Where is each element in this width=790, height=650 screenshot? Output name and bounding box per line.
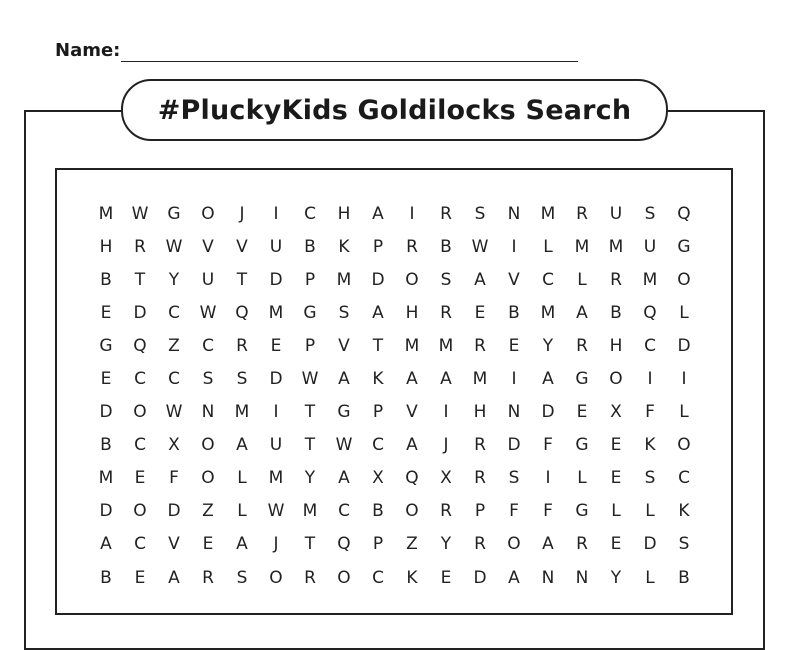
grid-letter[interactable]: Q	[133, 335, 147, 356]
grid-letter[interactable]: L	[577, 468, 587, 489]
grid-letter[interactable]: P	[474, 501, 486, 522]
grid-letter[interactable]: W	[199, 302, 217, 323]
grid-letter[interactable]: P	[304, 335, 316, 356]
grid-letter[interactable]: A	[372, 302, 384, 323]
grid-letter[interactable]: Y	[304, 468, 316, 489]
grid-letter[interactable]: A	[542, 369, 554, 390]
grid-row	[89, 429, 701, 462]
grid-letter[interactable]: A	[236, 435, 248, 456]
grid-letter[interactable]: L	[237, 468, 247, 489]
grid-letter[interactable]: A	[338, 369, 350, 390]
grid-letter[interactable]: O	[133, 402, 147, 423]
grid-letter[interactable]: D	[677, 335, 691, 356]
grid-letter[interactable]: U	[269, 435, 283, 456]
grid-letter[interactable]: B	[678, 567, 690, 588]
grid-letter[interactable]: A	[168, 567, 180, 588]
grid-letter[interactable]: R	[304, 567, 316, 588]
grid-letter[interactable]: N	[541, 567, 555, 588]
grid-letter[interactable]: O	[269, 567, 283, 588]
grid-letter[interactable]: I	[273, 203, 279, 224]
grid-letter[interactable]: A	[542, 534, 554, 555]
grid-letter[interactable]: U	[201, 269, 215, 290]
grid-letter[interactable]: T	[304, 402, 316, 423]
grid-letter[interactable]: O	[507, 534, 521, 555]
grid-letter[interactable]: I	[647, 369, 653, 390]
grid-row	[89, 561, 701, 594]
grid-letter[interactable]: W	[165, 402, 183, 423]
grid-row	[89, 528, 701, 561]
grid-row	[89, 462, 701, 495]
grid-letter[interactable]: S	[440, 269, 452, 290]
grid-letter[interactable]: R	[474, 435, 486, 456]
grid-letter[interactable]: C	[168, 369, 180, 390]
grid-letter[interactable]: Y	[168, 269, 180, 290]
grid-letter[interactable]: K	[372, 369, 384, 390]
name-line[interactable]	[121, 61, 578, 62]
grid-letter[interactable]: P	[372, 236, 384, 257]
grid-letter[interactable]: S	[644, 203, 656, 224]
grid-letter[interactable]: X	[610, 402, 622, 423]
grid-letter[interactable]: L	[237, 501, 247, 522]
grid-letter[interactable]: E	[202, 534, 214, 555]
grid-letter[interactable]: N	[201, 402, 215, 423]
grid-letter[interactable]: X	[372, 468, 384, 489]
grid-letter[interactable]: C	[134, 435, 146, 456]
grid-letter[interactable]: E	[134, 567, 146, 588]
grid-letter[interactable]: V	[202, 236, 214, 257]
grid-letter[interactable]: B	[372, 501, 384, 522]
grid-letter[interactable]: L	[611, 501, 621, 522]
grid-letter[interactable]: B	[100, 567, 112, 588]
grid-letter[interactable]: D	[99, 501, 113, 522]
grid-letter[interactable]: Q	[405, 468, 419, 489]
grid-letter[interactable]: F	[543, 435, 553, 456]
grid-letter[interactable]: J	[273, 534, 279, 555]
grid-letter[interactable]: G	[677, 236, 691, 257]
grid-letter[interactable]: T	[304, 435, 316, 456]
grid-letter[interactable]: V	[236, 236, 248, 257]
grid-letter[interactable]: M	[540, 203, 556, 224]
grid-letter[interactable]: L	[645, 567, 655, 588]
grid-letter[interactable]: R	[134, 236, 146, 257]
grid-letter[interactable]: N	[575, 567, 589, 588]
grid-letter[interactable]: C	[372, 435, 384, 456]
grid-letter[interactable]: N	[507, 203, 521, 224]
grid-letter[interactable]: S	[338, 302, 350, 323]
grid-letter[interactable]: A	[100, 534, 112, 555]
name-label: Name:	[55, 40, 121, 61]
grid-letter[interactable]: I	[545, 468, 551, 489]
grid-letter[interactable]: M	[438, 335, 454, 356]
grid-letter[interactable]: M	[98, 203, 114, 224]
grid-letter[interactable]: K	[338, 236, 350, 257]
grid-row	[89, 362, 701, 395]
grid-letter[interactable]: N	[507, 402, 521, 423]
grid-letter[interactable]: R	[610, 269, 622, 290]
grid-letter[interactable]: C	[372, 567, 384, 588]
grid-letter[interactable]: S	[202, 369, 214, 390]
grid-letter[interactable]: U	[643, 236, 657, 257]
grid-letter[interactable]: E	[610, 468, 622, 489]
grid-letter[interactable]: I	[511, 369, 517, 390]
grid-letter[interactable]: D	[643, 534, 657, 555]
grid-letter[interactable]: W	[131, 203, 149, 224]
grid-letter[interactable]: M	[472, 369, 488, 390]
grid-letter[interactable]: C	[134, 534, 146, 555]
grid-letter[interactable]: A	[474, 269, 486, 290]
grid-letter[interactable]: M	[642, 269, 658, 290]
grid-letter[interactable]: O	[201, 203, 215, 224]
grid-letter[interactable]: E	[440, 567, 452, 588]
grid-letter[interactable]: I	[511, 236, 517, 257]
grid-letter[interactable]: I	[681, 369, 687, 390]
grid-letter[interactable]: E	[508, 335, 520, 356]
grid-letter[interactable]: S	[236, 369, 248, 390]
grid-letter[interactable]: D	[371, 269, 385, 290]
grid-letter[interactable]: M	[234, 402, 250, 423]
grid-letter[interactable]: X	[168, 435, 180, 456]
grid-letter[interactable]: G	[575, 369, 589, 390]
grid-row	[89, 495, 701, 528]
grid-letter[interactable]: A	[236, 534, 248, 555]
grid-letter[interactable]: O	[201, 468, 215, 489]
grid-letter[interactable]: M	[540, 302, 556, 323]
grid-letter[interactable]: K	[406, 567, 418, 588]
grid-letter[interactable]: H	[337, 203, 351, 224]
grid-letter[interactable]: M	[268, 468, 284, 489]
grid-letter[interactable]: Z	[168, 335, 180, 356]
grid-row	[89, 263, 701, 296]
grid-letter[interactable]: F	[169, 468, 179, 489]
grid-letter[interactable]: D	[541, 402, 555, 423]
grid-row	[89, 396, 701, 429]
grid-letter[interactable]: V	[508, 269, 520, 290]
grid-letter[interactable]: A	[406, 435, 418, 456]
grid-letter[interactable]: D	[269, 369, 283, 390]
grid-letter[interactable]: I	[409, 203, 415, 224]
grid-letter[interactable]: S	[474, 203, 486, 224]
grid-letter[interactable]: C	[134, 369, 146, 390]
grid-letter[interactable]: G	[99, 335, 113, 356]
grid-letter[interactable]: A	[440, 369, 452, 390]
grid-letter[interactable]: Y	[610, 567, 622, 588]
grid-letter[interactable]: F	[543, 501, 553, 522]
grid-letter[interactable]: M	[608, 236, 624, 257]
grid-letter[interactable]: A	[372, 203, 384, 224]
grid-letter[interactable]: A	[338, 468, 350, 489]
grid-letter[interactable]: X	[440, 468, 452, 489]
grid-letter[interactable]: Y	[440, 534, 452, 555]
grid-letter[interactable]: R	[474, 468, 486, 489]
grid-letter[interactable]: R	[474, 335, 486, 356]
grid-letter[interactable]: F	[645, 402, 655, 423]
grid-letter[interactable]: O	[337, 567, 351, 588]
title-banner	[121, 79, 668, 141]
grid-letter[interactable]: C	[678, 468, 690, 489]
grid-letter[interactable]: G	[575, 435, 589, 456]
grid-letter[interactable]: R	[202, 567, 214, 588]
grid-letter[interactable]: E	[474, 302, 486, 323]
grid-letter[interactable]: R	[576, 534, 588, 555]
grid-letter[interactable]: V	[168, 534, 180, 555]
grid-letter[interactable]: Q	[643, 302, 657, 323]
grid-letter[interactable]: A	[508, 567, 520, 588]
grid-letter[interactable]: E	[610, 534, 622, 555]
grid-letter[interactable]: P	[304, 269, 316, 290]
grid-letter[interactable]: D	[269, 269, 283, 290]
grid-row	[89, 230, 701, 263]
page-title: #PluckyKids Goldilocks Search	[157, 94, 632, 126]
grid-letter[interactable]: E	[270, 335, 282, 356]
grid-letter[interactable]: E	[100, 302, 112, 323]
grid-letter[interactable]: Q	[677, 203, 691, 224]
word-search-grid	[89, 197, 701, 594]
grid-letter[interactable]: L	[577, 269, 587, 290]
grid-row	[89, 329, 701, 362]
grid-letter[interactable]: G	[575, 501, 589, 522]
grid-letter[interactable]: K	[644, 435, 656, 456]
grid-letter[interactable]: Q	[337, 534, 351, 555]
grid-letter[interactable]: T	[372, 335, 384, 356]
grid-letter[interactable]: L	[679, 302, 689, 323]
grid-letter[interactable]: A	[406, 369, 418, 390]
grid-letter[interactable]: O	[609, 369, 623, 390]
grid-letter[interactable]: W	[267, 501, 285, 522]
grid-letter[interactable]: L	[645, 501, 655, 522]
grid-letter[interactable]: T	[304, 534, 316, 555]
grid-letter[interactable]: U	[609, 203, 623, 224]
grid-letter[interactable]: T	[134, 269, 146, 290]
grid-letter[interactable]: W	[335, 435, 353, 456]
grid-letter[interactable]: E	[576, 402, 588, 423]
grid-letter[interactable]: D	[167, 501, 181, 522]
grid-letter[interactable]: E	[610, 435, 622, 456]
grid-letter[interactable]: M	[336, 269, 352, 290]
grid-letter[interactable]: S	[508, 468, 520, 489]
grid-letter[interactable]: J	[239, 203, 245, 224]
grid-letter[interactable]: R	[440, 302, 452, 323]
grid-letter[interactable]: Q	[235, 302, 249, 323]
grid-letter[interactable]: C	[304, 203, 316, 224]
grid-letter[interactable]: D	[507, 435, 521, 456]
grid-letter[interactable]: C	[168, 302, 180, 323]
grid-letter[interactable]: T	[236, 269, 248, 290]
grid-letter[interactable]: O	[133, 501, 147, 522]
grid-letter[interactable]: W	[301, 369, 319, 390]
grid-letter[interactable]: O	[201, 435, 215, 456]
grid-letter[interactable]: B	[304, 236, 316, 257]
grid-letter[interactable]: U	[269, 236, 283, 257]
grid-letter[interactable]: R	[236, 335, 248, 356]
grid-letter[interactable]: C	[644, 335, 656, 356]
grid-letter[interactable]: S	[236, 567, 248, 588]
grid-letter[interactable]: K	[678, 501, 690, 522]
grid-letter[interactable]: G	[303, 302, 317, 323]
grid-letter[interactable]: R	[576, 203, 588, 224]
grid-letter[interactable]: W	[471, 236, 489, 257]
grid-letter[interactable]: O	[677, 269, 691, 290]
grid-letter[interactable]: D	[99, 402, 113, 423]
grid-letter[interactable]: G	[337, 402, 351, 423]
grid-letter[interactable]: R	[406, 236, 418, 257]
grid-letter[interactable]: B	[610, 302, 622, 323]
grid-letter[interactable]: O	[405, 501, 419, 522]
grid-letter[interactable]: I	[443, 402, 449, 423]
grid-letter[interactable]: C	[542, 269, 554, 290]
grid-letter[interactable]: F	[509, 501, 519, 522]
grid-letter[interactable]: B	[100, 435, 112, 456]
grid-letter[interactable]: R	[576, 335, 588, 356]
grid-letter[interactable]: M	[574, 236, 590, 257]
grid-row	[89, 197, 701, 230]
grid-letter[interactable]: H	[609, 335, 623, 356]
grid-letter[interactable]: P	[372, 402, 384, 423]
grid-letter[interactable]: V	[338, 335, 350, 356]
grid-letter[interactable]: M	[404, 335, 420, 356]
grid-letter[interactable]: Y	[542, 335, 554, 356]
grid-letter[interactable]: M	[302, 501, 318, 522]
grid-letter[interactable]: O	[405, 269, 419, 290]
grid-letter[interactable]: H	[99, 236, 113, 257]
grid-letter[interactable]: H	[473, 402, 487, 423]
grid-letter[interactable]: I	[273, 402, 279, 423]
grid-row	[89, 296, 701, 329]
grid-letter[interactable]: S	[678, 534, 690, 555]
grid-letter[interactable]: A	[576, 302, 588, 323]
grid-letter[interactable]: P	[372, 534, 384, 555]
grid-letter[interactable]: Z	[202, 501, 214, 522]
grid-letter[interactable]: R	[440, 501, 452, 522]
grid-letter[interactable]: O	[677, 435, 691, 456]
grid-letter[interactable]: M	[268, 302, 284, 323]
grid-letter[interactable]: H	[405, 302, 419, 323]
grid-letter[interactable]: E	[134, 468, 146, 489]
grid-letter[interactable]: L	[679, 402, 689, 423]
grid-letter[interactable]: S	[644, 468, 656, 489]
grid-letter[interactable]: Z	[406, 534, 418, 555]
grid-letter[interactable]: G	[167, 203, 181, 224]
grid-letter[interactable]: B	[440, 236, 452, 257]
grid-letter[interactable]: D	[133, 302, 147, 323]
grid-letter[interactable]: J	[443, 435, 449, 456]
grid-letter[interactable]: E	[100, 369, 112, 390]
grid-letter[interactable]: D	[473, 567, 487, 588]
grid-letter[interactable]: V	[406, 402, 418, 423]
grid-letter[interactable]: R	[440, 203, 452, 224]
grid-letter[interactable]: R	[474, 534, 486, 555]
grid-letter[interactable]: W	[165, 236, 183, 257]
grid-letter[interactable]: B	[100, 269, 112, 290]
grid-letter[interactable]: L	[543, 236, 553, 257]
grid-letter[interactable]: C	[202, 335, 214, 356]
grid-letter[interactable]: C	[338, 501, 350, 522]
grid-letter[interactable]: B	[508, 302, 520, 323]
grid-letter[interactable]: M	[98, 468, 114, 489]
